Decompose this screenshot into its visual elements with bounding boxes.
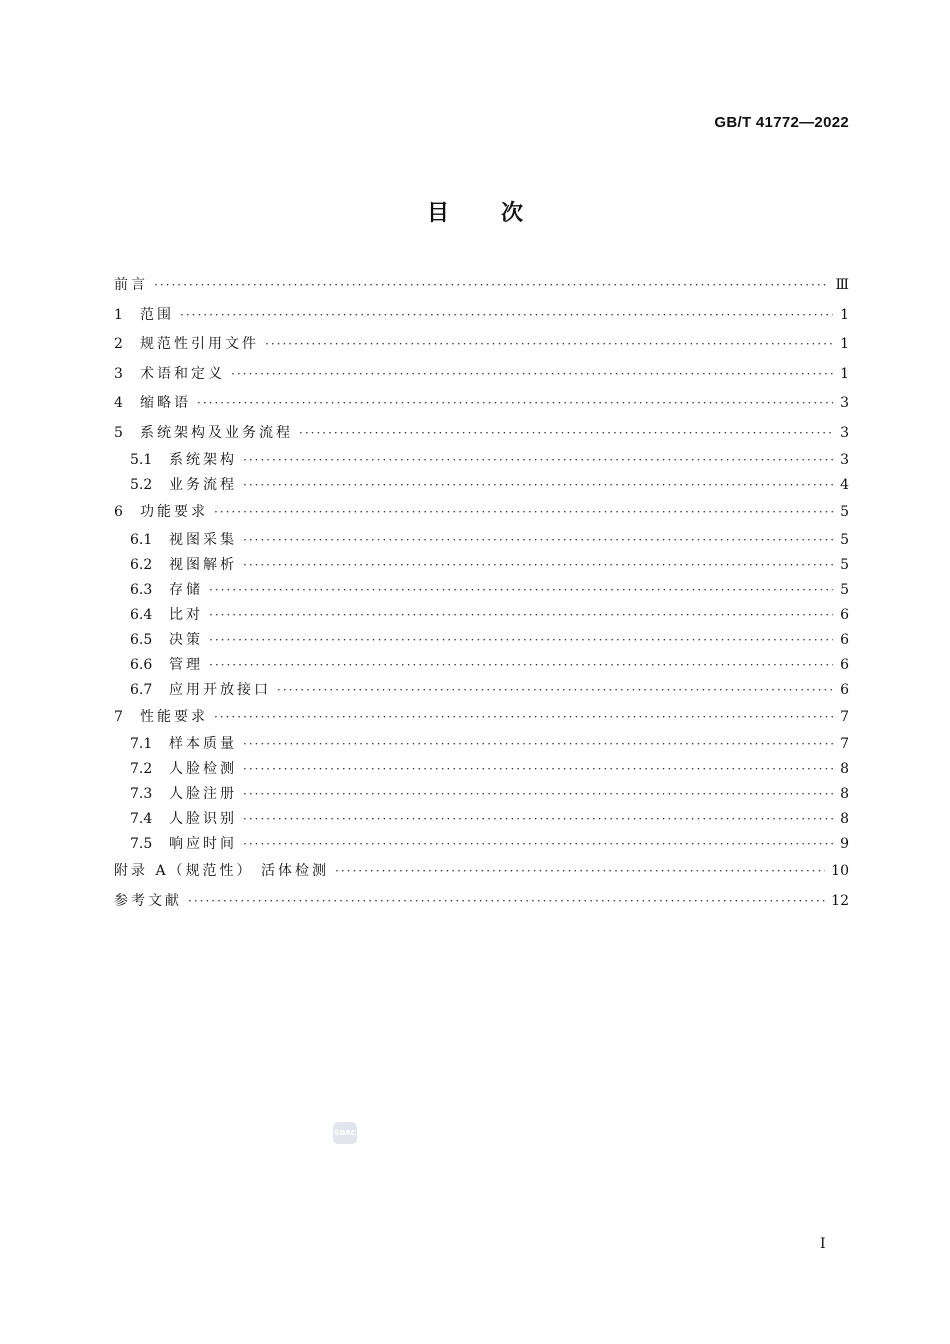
toc-entry[interactable]	[114, 757, 849, 782]
toc-entry-number: 6.5	[130, 631, 153, 648]
toc-entry-page: 8	[840, 761, 849, 777]
toc-entry-number: 1	[114, 306, 123, 323]
toc-entry-page: 9	[840, 836, 849, 852]
toc-entry-label: 附录 A（规范性） 活体检测	[114, 863, 330, 879]
toc-entry-label: 应用开放接口	[169, 681, 271, 698]
toc-entry-page: 5	[840, 531, 849, 548]
page-number: I	[820, 1236, 826, 1252]
toc-dot-leader	[243, 832, 833, 857]
toc-entry-page: 1	[840, 306, 849, 323]
toc-entry[interactable]	[114, 473, 849, 498]
toc-entry-number: 6.1	[130, 531, 153, 548]
toc-entry[interactable]	[114, 330, 849, 360]
toc-entry[interactable]	[114, 653, 849, 678]
toc-entry[interactable]	[114, 360, 849, 390]
toc-entry-label: 存储	[169, 581, 203, 598]
toc-entry-label: 性能要求	[140, 708, 208, 725]
toc-dot-leader	[299, 419, 833, 449]
toc-entry-label: 人脸检测	[169, 761, 237, 777]
toc-entry-label: 规范性引用文件	[140, 336, 259, 352]
toc-dot-leader	[277, 678, 833, 703]
toc-entry-page: 6	[840, 681, 849, 698]
toc-entry-label: 前言	[114, 277, 148, 293]
toc-entry-number: 5	[114, 424, 123, 441]
toc-entry-page: 10	[831, 863, 849, 879]
toc-entry[interactable]	[114, 887, 849, 917]
toc-entry-page: 6	[840, 656, 849, 673]
toc-entry-number: 7.1	[130, 736, 153, 752]
toc-dot-leader	[214, 498, 833, 528]
toc-entry-number: 3	[114, 365, 123, 382]
toc-entry-number: 6.4	[130, 606, 153, 623]
toc-entry[interactable]	[114, 419, 849, 449]
toc-entry[interactable]	[114, 782, 849, 807]
toc-dot-leader	[180, 301, 833, 331]
toc-entry-label: 术语和定义	[140, 365, 225, 382]
watermark-logo: SDAC	[333, 1122, 357, 1144]
toc-dot-leader	[243, 473, 833, 498]
toc-dot-leader	[231, 360, 833, 390]
toc-entry[interactable]	[114, 578, 849, 603]
toc-entry-page: 8	[840, 786, 849, 802]
toc-title: 目次	[426, 201, 575, 226]
toc-entry-page: 8	[840, 811, 849, 827]
toc-entry-page: 12	[831, 892, 849, 909]
toc-entry-number: 6.6	[130, 656, 153, 673]
toc-entry-number: 7.4	[130, 811, 153, 827]
toc-entry-page: 5	[840, 581, 849, 598]
toc-entry-label: 人脸注册	[169, 786, 237, 802]
toc-dot-leader	[243, 448, 833, 473]
toc-dot-leader	[209, 603, 833, 628]
toc-entry-number: 7.3	[130, 786, 153, 802]
toc-entry-number: 6	[114, 504, 123, 520]
toc-entry[interactable]	[114, 807, 849, 832]
toc-entry-number: 7.2	[130, 761, 153, 777]
toc-entry[interactable]	[114, 448, 849, 473]
toc-entry[interactable]	[114, 628, 849, 653]
toc-dot-leader	[335, 857, 825, 887]
toc-dot-leader	[209, 628, 833, 653]
toc-entry-page: 6	[840, 606, 849, 623]
toc-entry-label: 业务流程	[169, 477, 237, 493]
toc-entry-page: 3	[840, 395, 849, 411]
toc-dot-leader	[209, 653, 833, 678]
toc-dot-leader	[243, 782, 833, 807]
toc-entry-page: 5	[840, 556, 849, 573]
standard-code: GB/T 41772—2022	[714, 114, 849, 131]
toc-entry-page: 3	[840, 424, 849, 441]
toc-entry-label: 缩略语	[140, 395, 191, 411]
toc-entry-label: 范围	[140, 306, 174, 323]
toc-entry-label: 决策	[169, 631, 203, 648]
toc-entry-number: 5.2	[130, 477, 153, 493]
toc-entry-page: 3	[840, 452, 849, 468]
toc-dot-leader	[243, 528, 833, 553]
toc-entry[interactable]	[114, 732, 849, 757]
toc-entry[interactable]	[114, 301, 849, 331]
toc-entry[interactable]	[114, 857, 849, 887]
toc-entry-number: 7	[114, 708, 123, 725]
toc-entry-label: 视图解析	[169, 556, 237, 573]
toc-entry-label: 样本质量	[169, 736, 237, 752]
toc-entry-page: 4	[840, 477, 849, 493]
toc-entry[interactable]	[114, 553, 849, 578]
toc-entry[interactable]	[114, 271, 849, 301]
toc-entry[interactable]	[114, 498, 849, 528]
toc-entry-label: 系统架构	[169, 452, 237, 468]
toc-dot-leader	[243, 757, 833, 782]
toc-entry-label: 响应时间	[169, 836, 237, 852]
toc-entry[interactable]	[114, 389, 849, 419]
toc-entry-number: 6.2	[130, 556, 153, 573]
toc-entry[interactable]	[114, 678, 849, 703]
toc-dot-leader	[209, 578, 833, 603]
toc-entry-label: 视图采集	[169, 531, 237, 548]
toc-entry-page: 1	[840, 336, 849, 352]
toc-dot-leader	[214, 703, 833, 733]
toc-entry-label: 功能要求	[140, 504, 208, 520]
toc-entry-number: 6.7	[130, 681, 153, 698]
toc-entry-number: 7.5	[130, 836, 153, 852]
toc-entry-number: 6.3	[130, 581, 153, 598]
toc-entry-page: Ⅲ	[835, 277, 849, 293]
toc-dot-leader	[243, 732, 833, 757]
toc-entry-page: 7	[840, 708, 849, 725]
toc-dot-leader	[243, 553, 833, 578]
toc-entry-page: 5	[840, 504, 849, 520]
toc-dot-leader	[188, 887, 825, 917]
toc-dot-leader	[154, 271, 829, 301]
toc-entry-number: 5.1	[130, 452, 153, 468]
toc-entry-number: 4	[114, 395, 123, 411]
toc-entry-page: 7	[840, 736, 849, 752]
toc-entry-label: 人脸识别	[169, 811, 237, 827]
toc-dot-leader	[265, 330, 833, 360]
toc-entry-label: 系统架构及业务流程	[140, 424, 293, 441]
toc-entry[interactable]	[114, 603, 849, 628]
toc-entry-label: 参考文献	[114, 892, 182, 909]
toc-entry[interactable]	[114, 703, 849, 733]
toc-entry-label: 管理	[169, 656, 203, 673]
toc-entry[interactable]	[114, 832, 849, 857]
toc-dot-leader	[243, 807, 833, 832]
toc-entry-page: 1	[840, 365, 849, 382]
toc-entry-page: 6	[840, 631, 849, 648]
toc-entry-number: 2	[114, 336, 123, 352]
table-of-contents	[114, 271, 849, 916]
toc-entry-label: 比对	[169, 606, 203, 623]
toc-dot-leader	[197, 389, 833, 419]
toc-entry[interactable]	[114, 528, 849, 553]
